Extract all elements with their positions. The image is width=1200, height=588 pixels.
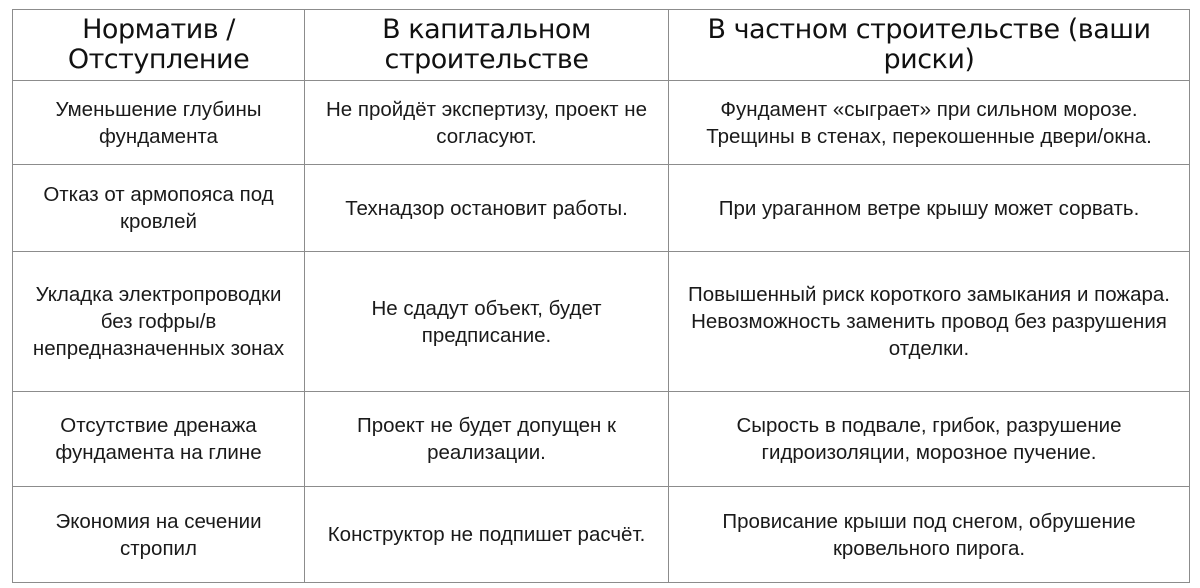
cell-norm: Отсутствие дренажа фундамента на глине xyxy=(13,392,305,487)
cell-norm: Укладка электропроводки без гофры/в непредназначенных зонах xyxy=(13,252,305,392)
comparison-table-container xyxy=(12,9,1189,576)
cell-capital: Не пройдёт экспертизу, проект не согласуют. xyxy=(305,81,669,165)
cell-capital: Конструктор не подпишет расчёт. xyxy=(305,487,669,583)
table-row xyxy=(13,392,1190,487)
cell-capital: Проект не будет допущен к реализации. xyxy=(305,392,669,487)
cell-private: Провисание крыши под снегом, обрушение кровельного пирога. xyxy=(669,487,1190,583)
comparison-table xyxy=(12,9,1190,583)
cell-private: Фундамент «сыграет» при сильном морозе. Трещины в стенах, перекошенные двери/окна. xyxy=(669,81,1190,165)
header-private: В частном строительстве (ваши риски) xyxy=(669,10,1190,81)
cell-capital: Технадзор остановит работы. xyxy=(305,165,669,252)
cell-private: Повышенный риск короткого замыкания и пожара. Невозможность заменить провод без разрушения отделки. xyxy=(669,252,1190,392)
header-capital: В капитальном строительстве xyxy=(305,10,669,81)
table-row xyxy=(13,81,1190,165)
table-row xyxy=(13,165,1190,252)
table-row xyxy=(13,487,1190,583)
table-header-row xyxy=(13,10,1190,81)
cell-capital: Не сдадут объект, будет предписание. xyxy=(305,252,669,392)
table-row xyxy=(13,252,1190,392)
header-norm: Норматив / Отступление xyxy=(13,10,305,81)
cell-private: При ураганном ветре крышу может сорвать. xyxy=(669,165,1190,252)
cell-norm: Уменьшение глубины фундамента xyxy=(13,81,305,165)
cell-norm: Отказ от армопояса под кровлей xyxy=(13,165,305,252)
cell-private: Сырость в подвале, грибок, разрушение гидроизоляции, морозное пучение. xyxy=(669,392,1190,487)
cell-norm: Экономия на сечении стропил xyxy=(13,487,305,583)
